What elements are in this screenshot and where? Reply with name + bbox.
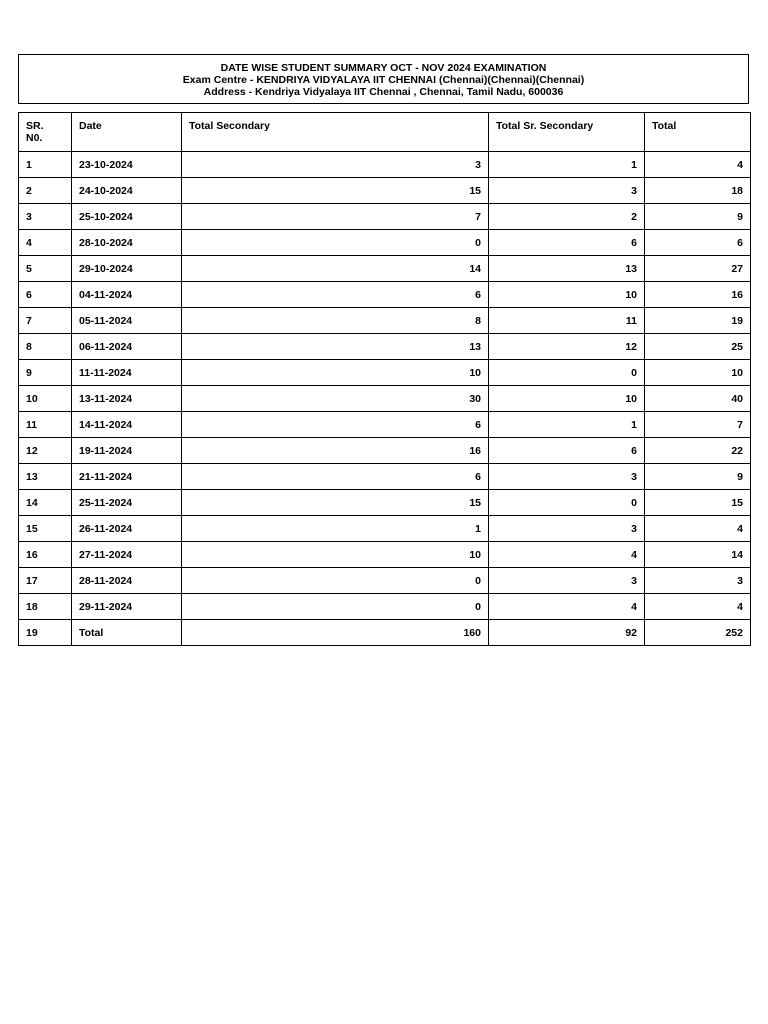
total-secondary-cell: 160 [182, 620, 489, 646]
date-cell: 13-11-2024 [72, 386, 182, 412]
total-cell: 25 [645, 334, 751, 360]
total-cell: 22 [645, 438, 751, 464]
table-row [19, 204, 751, 230]
total-cell: 19 [645, 308, 751, 334]
date-cell: 21-11-2024 [72, 464, 182, 490]
total-sr-secondary-cell: 4 [489, 594, 645, 620]
total-cell: 27 [645, 256, 751, 282]
total-sr-secondary-cell: 3 [489, 516, 645, 542]
date-cell: 28-10-2024 [72, 230, 182, 256]
total-secondary-cell: 1 [182, 516, 489, 542]
total-sr-secondary-cell: 0 [489, 490, 645, 516]
table-row [19, 308, 751, 334]
total-secondary-cell: 8 [182, 308, 489, 334]
total-cell: 4 [645, 152, 751, 178]
table-row [19, 386, 751, 412]
sr-no-cell: 16 [19, 542, 72, 568]
date-cell: 11-11-2024 [72, 360, 182, 386]
sr-no-cell: 8 [19, 334, 72, 360]
table-row [19, 412, 751, 438]
total-sr-secondary-cell: 10 [489, 386, 645, 412]
total-sr-secondary-cell: 10 [489, 282, 645, 308]
address-line: Address - Kendriya Vidyalaya IIT Chennai , Chennai, Tamil Nadu, 600036 [203, 86, 564, 98]
report-title: DATE WISE STUDENT SUMMARY OCT - NOV 2024 EXAMINATION [220, 62, 547, 74]
total-cell: 10 [645, 360, 751, 386]
total-secondary-cell: 30 [182, 386, 489, 412]
table-header-row [19, 113, 751, 152]
sr-no-cell: 18 [19, 594, 72, 620]
table-row [19, 334, 751, 360]
total-sr-secondary-cell: 13 [489, 256, 645, 282]
date-cell: 06-11-2024 [72, 334, 182, 360]
date-cell: 29-11-2024 [72, 594, 182, 620]
total-cell: 6 [645, 230, 751, 256]
total-secondary-cell: 0 [182, 594, 489, 620]
date-cell: 25-10-2024 [72, 204, 182, 230]
date-cell: 29-10-2024 [72, 256, 182, 282]
table-total-row [19, 620, 751, 646]
total-sr-secondary-cell: 4 [489, 542, 645, 568]
sr-no-cell: 17 [19, 568, 72, 594]
table-row [19, 438, 751, 464]
table-row [19, 282, 751, 308]
sr-no-cell: 4 [19, 230, 72, 256]
date-cell: 19-11-2024 [72, 438, 182, 464]
exam-centre-line: Exam Centre - KENDRIYA VIDYALAYA IIT CHENNAI (Chennai)(Chennai)(Chennai) [182, 74, 585, 86]
total-sr-secondary-cell: 92 [489, 620, 645, 646]
total-cell: 9 [645, 204, 751, 230]
table-row [19, 516, 751, 542]
total-secondary-cell: 0 [182, 230, 489, 256]
sr-no-cell: 1 [19, 152, 72, 178]
total-sr-secondary-cell: 12 [489, 334, 645, 360]
total-secondary-cell: 6 [182, 412, 489, 438]
total-secondary-cell: 16 [182, 438, 489, 464]
table-body [19, 152, 751, 646]
total-sr-secondary-cell: 6 [489, 438, 645, 464]
total-cell: 7 [645, 412, 751, 438]
total-secondary-cell: 15 [182, 490, 489, 516]
column-header-date: Date [72, 113, 182, 152]
student-summary-table [18, 112, 751, 646]
date-cell: 26-11-2024 [72, 516, 182, 542]
table-row [19, 230, 751, 256]
total-cell: 14 [645, 542, 751, 568]
sr-no-cell: 15 [19, 516, 72, 542]
date-cell: 23-10-2024 [72, 152, 182, 178]
date-cell: 14-11-2024 [72, 412, 182, 438]
total-sr-secondary-cell: 3 [489, 178, 645, 204]
sr-no-cell: 14 [19, 490, 72, 516]
total-sr-secondary-cell: 2 [489, 204, 645, 230]
date-cell: 05-11-2024 [72, 308, 182, 334]
table-row [19, 490, 751, 516]
total-secondary-cell: 6 [182, 282, 489, 308]
table-row [19, 152, 751, 178]
total-cell: 40 [645, 386, 751, 412]
sr-no-cell: 11 [19, 412, 72, 438]
sr-no-cell: 2 [19, 178, 72, 204]
total-secondary-cell: 10 [182, 360, 489, 386]
date-cell: 28-11-2024 [72, 568, 182, 594]
column-header-total-secondary: Total Secondary [182, 113, 489, 152]
table-row [19, 568, 751, 594]
total-cell: 4 [645, 516, 751, 542]
column-header-total: Total [645, 113, 751, 152]
total-secondary-cell: 13 [182, 334, 489, 360]
total-sr-secondary-cell: 1 [489, 152, 645, 178]
total-secondary-cell: 0 [182, 568, 489, 594]
sr-no-cell: 19 [19, 620, 72, 646]
total-secondary-cell: 7 [182, 204, 489, 230]
total-sr-secondary-cell: 6 [489, 230, 645, 256]
total-cell: 252 [645, 620, 751, 646]
total-cell: 9 [645, 464, 751, 490]
column-header-sr-no: SR. N0. [19, 113, 72, 152]
sr-no-cell: 3 [19, 204, 72, 230]
table-row [19, 594, 751, 620]
column-header-total-sr-secondary: Total Sr. Secondary [489, 113, 645, 152]
table-row [19, 464, 751, 490]
total-sr-secondary-cell: 3 [489, 464, 645, 490]
total-sr-secondary-cell: 1 [489, 412, 645, 438]
total-sr-secondary-cell: 3 [489, 568, 645, 594]
sr-no-cell: 5 [19, 256, 72, 282]
sr-no-cell: 12 [19, 438, 72, 464]
table-row [19, 256, 751, 282]
total-cell: 18 [645, 178, 751, 204]
table-row [19, 360, 751, 386]
total-sr-secondary-cell: 11 [489, 308, 645, 334]
date-cell: 04-11-2024 [72, 282, 182, 308]
total-cell: 4 [645, 594, 751, 620]
total-cell: 3 [645, 568, 751, 594]
sr-no-cell: 7 [19, 308, 72, 334]
sr-no-cell: 9 [19, 360, 72, 386]
table-row [19, 178, 751, 204]
sr-no-cell: 13 [19, 464, 72, 490]
sr-no-cell: 6 [19, 282, 72, 308]
total-secondary-cell: 3 [182, 152, 489, 178]
table-row [19, 542, 751, 568]
report-header [18, 54, 749, 104]
date-cell: 25-11-2024 [72, 490, 182, 516]
total-cell: 16 [645, 282, 751, 308]
date-cell: 27-11-2024 [72, 542, 182, 568]
total-secondary-cell: 6 [182, 464, 489, 490]
total-secondary-cell: 14 [182, 256, 489, 282]
date-cell: Total [72, 620, 182, 646]
total-secondary-cell: 15 [182, 178, 489, 204]
sr-no-cell: 10 [19, 386, 72, 412]
total-sr-secondary-cell: 0 [489, 360, 645, 386]
total-secondary-cell: 10 [182, 542, 489, 568]
date-cell: 24-10-2024 [72, 178, 182, 204]
total-cell: 15 [645, 490, 751, 516]
